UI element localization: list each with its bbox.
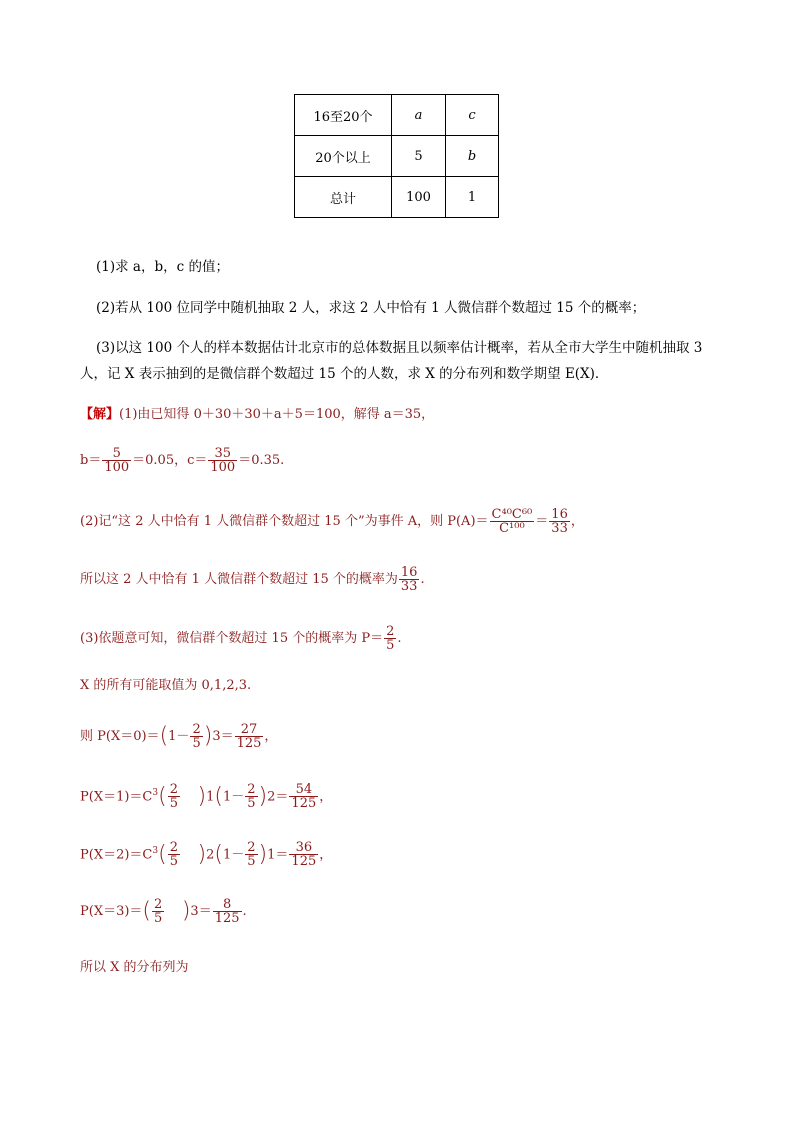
solution-text: b＝ [80, 453, 102, 468]
fraction [289, 783, 318, 810]
solution-text: . [242, 904, 247, 919]
question-1: (1)求 a，b，c 的值； [96, 259, 229, 275]
solution-text: 1－ [222, 847, 245, 863]
fraction-denominator: 125 [214, 911, 240, 926]
table-cell: b [446, 136, 499, 177]
table-cell: 16至20个 [295, 95, 392, 136]
fraction-denominator: 5 [247, 854, 256, 870]
fraction-numerator: 2 [192, 722, 201, 737]
table-row [295, 177, 499, 218]
fraction-numerator: 2 [154, 897, 163, 912]
solution-text: P(X＝3)＝ [80, 904, 143, 919]
solution-line-11: 所以 X 的分布列为 [80, 960, 189, 975]
solution-text: P(X＝1)＝C [80, 789, 153, 805]
right-paren: ) [258, 841, 268, 867]
question-3-line-2: 人，记 X 表示抽到的是微信群个数超过 15 个的人数，求 X 的分布列和数学期望 E(X)． [80, 366, 609, 382]
fraction-denominator: C¹⁰⁰ [499, 521, 525, 536]
fraction-denominator: 5 [154, 911, 163, 926]
fraction [490, 508, 535, 535]
solution-line-9 [80, 841, 332, 868]
solution-text: ＝ [535, 514, 549, 529]
fraction-denominator: 5 [169, 854, 178, 870]
solution-text: ， [570, 514, 584, 529]
fraction-numerator: 36 [289, 841, 318, 855]
fraction-numerator: 8 [213, 898, 242, 912]
fraction [399, 566, 420, 593]
fraction-numerator: 54 [289, 783, 318, 797]
table-row [295, 95, 499, 136]
solution-text: 1－ [222, 789, 245, 805]
fraction [289, 841, 318, 868]
table-cell: a [392, 95, 446, 136]
solution-text: 1－ [168, 729, 190, 744]
question-3-line-1: (3)以这 100 个人的样本数据估计北京市的总体数据且以频率估计概率，若从全市大学生中随机抽取 3 [96, 340, 703, 356]
solution-text: (2)记“这 2 人中恰有 1 人微信群个数超过 15 个”为事件 A，则 P(A)＝ [80, 514, 489, 529]
fraction-denominator: 125 [236, 736, 262, 751]
solution-text: (3)依题意可知，微信群个数超过 15 个的概率为 P＝ [80, 631, 384, 646]
right-paren: ) [197, 783, 207, 809]
fraction [152, 898, 164, 925]
exponent: 1 [206, 789, 215, 805]
fraction [190, 723, 202, 750]
fraction [168, 783, 180, 810]
fraction [213, 898, 242, 925]
solution-label: 【解】 [80, 407, 120, 422]
left-paren: ( [214, 841, 223, 867]
right-paren: ) [181, 898, 191, 924]
solution-line-1 [80, 405, 434, 425]
fraction-numerator: 35 [208, 447, 237, 461]
solution-line-7 [80, 723, 277, 750]
question-2: (2)若从 100 位同学中随机抽取 2 人，求这 2 人中恰有 1 人微信群个数超过 15 个的概率； [96, 300, 646, 316]
solution-line-5 [80, 625, 402, 652]
solution-line-10 [80, 898, 247, 925]
fraction [208, 447, 237, 474]
table-cell: 5 [392, 136, 446, 177]
right-paren: ) [203, 723, 213, 749]
fraction-numerator: C⁴⁰C⁶⁰ [491, 507, 533, 522]
fraction-denominator: 100 [104, 460, 130, 475]
exponent: 2 [206, 847, 215, 863]
solution-text: (1)由已知得 0＋30＋30＋a＋5＝100，解得 a＝35， [119, 407, 435, 422]
solution-text: 则 P(X＝0)＝ [80, 729, 160, 744]
fraction [102, 447, 131, 474]
fraction-denominator: 33 [551, 521, 568, 536]
fraction-numerator: 2 [169, 782, 178, 798]
solution-text: 所以这 2 人中恰有 1 人微信群个数超过 15 个的概率为 [80, 572, 398, 587]
solution-text: ＝0.35. [238, 453, 285, 468]
table-row [295, 136, 499, 177]
solution-text: ， [264, 729, 278, 744]
fraction-denominator: 5 [192, 736, 201, 751]
solution-text: 3＝ [212, 729, 234, 744]
fraction-denominator: 33 [400, 579, 418, 594]
fraction [549, 508, 570, 535]
fraction-numerator: 16 [400, 565, 418, 580]
combination-index: 3 [152, 788, 159, 798]
fraction-numerator: 27 [235, 723, 264, 737]
frequency-table [294, 94, 499, 218]
fraction-numerator: 2 [386, 624, 395, 639]
fraction [245, 783, 257, 810]
fraction [168, 841, 180, 868]
solution-text: ， [319, 789, 333, 805]
fraction-numerator: 5 [102, 447, 131, 461]
solution-line-3 [80, 508, 584, 535]
left-paren: ( [159, 723, 169, 749]
fraction-denominator: 5 [386, 638, 395, 653]
fraction-numerator: 2 [247, 840, 256, 856]
fraction [384, 625, 396, 652]
solution-line-4 [80, 566, 425, 593]
table-cell: 1 [446, 177, 499, 218]
right-paren: ) [197, 841, 207, 867]
solution-text: ， [319, 847, 333, 863]
fraction [235, 723, 264, 750]
table-cell: 20个以上 [295, 136, 392, 177]
solution-text: 2＝ [267, 789, 289, 805]
solution-text: 1＝ [267, 847, 289, 863]
table-cell: 总计 [295, 177, 392, 218]
solution-line-6: X 的所有可能取值为 0,1,2,3. [80, 678, 252, 693]
solution-line-8 [80, 783, 332, 810]
solution-text: . [420, 572, 425, 587]
solution-text: P(X＝2)＝C [80, 847, 153, 863]
left-paren: ( [158, 841, 167, 867]
fraction-denominator: 100 [210, 460, 236, 475]
combination-index: 3 [152, 846, 159, 856]
table-cell: c [446, 95, 499, 136]
fraction [245, 841, 257, 868]
left-paren: ( [142, 898, 152, 924]
left-paren: ( [214, 783, 223, 809]
right-paren: ) [258, 783, 268, 809]
fraction-denominator: 125 [291, 796, 317, 812]
fraction-numerator: 2 [247, 782, 256, 798]
fraction-numerator: 2 [169, 840, 178, 856]
fraction-denominator: 125 [291, 854, 317, 870]
solution-text: ＝0.05，c＝ [132, 453, 208, 468]
fraction-numerator: 16 [551, 507, 568, 522]
solution-text: . [397, 631, 402, 646]
fraction-denominator: 5 [247, 796, 256, 812]
left-paren: ( [158, 783, 167, 809]
solution-text: 3＝ [190, 904, 212, 919]
table-cell: 100 [392, 177, 446, 218]
solution-line-2 [80, 447, 284, 474]
fraction-denominator: 5 [169, 796, 178, 812]
